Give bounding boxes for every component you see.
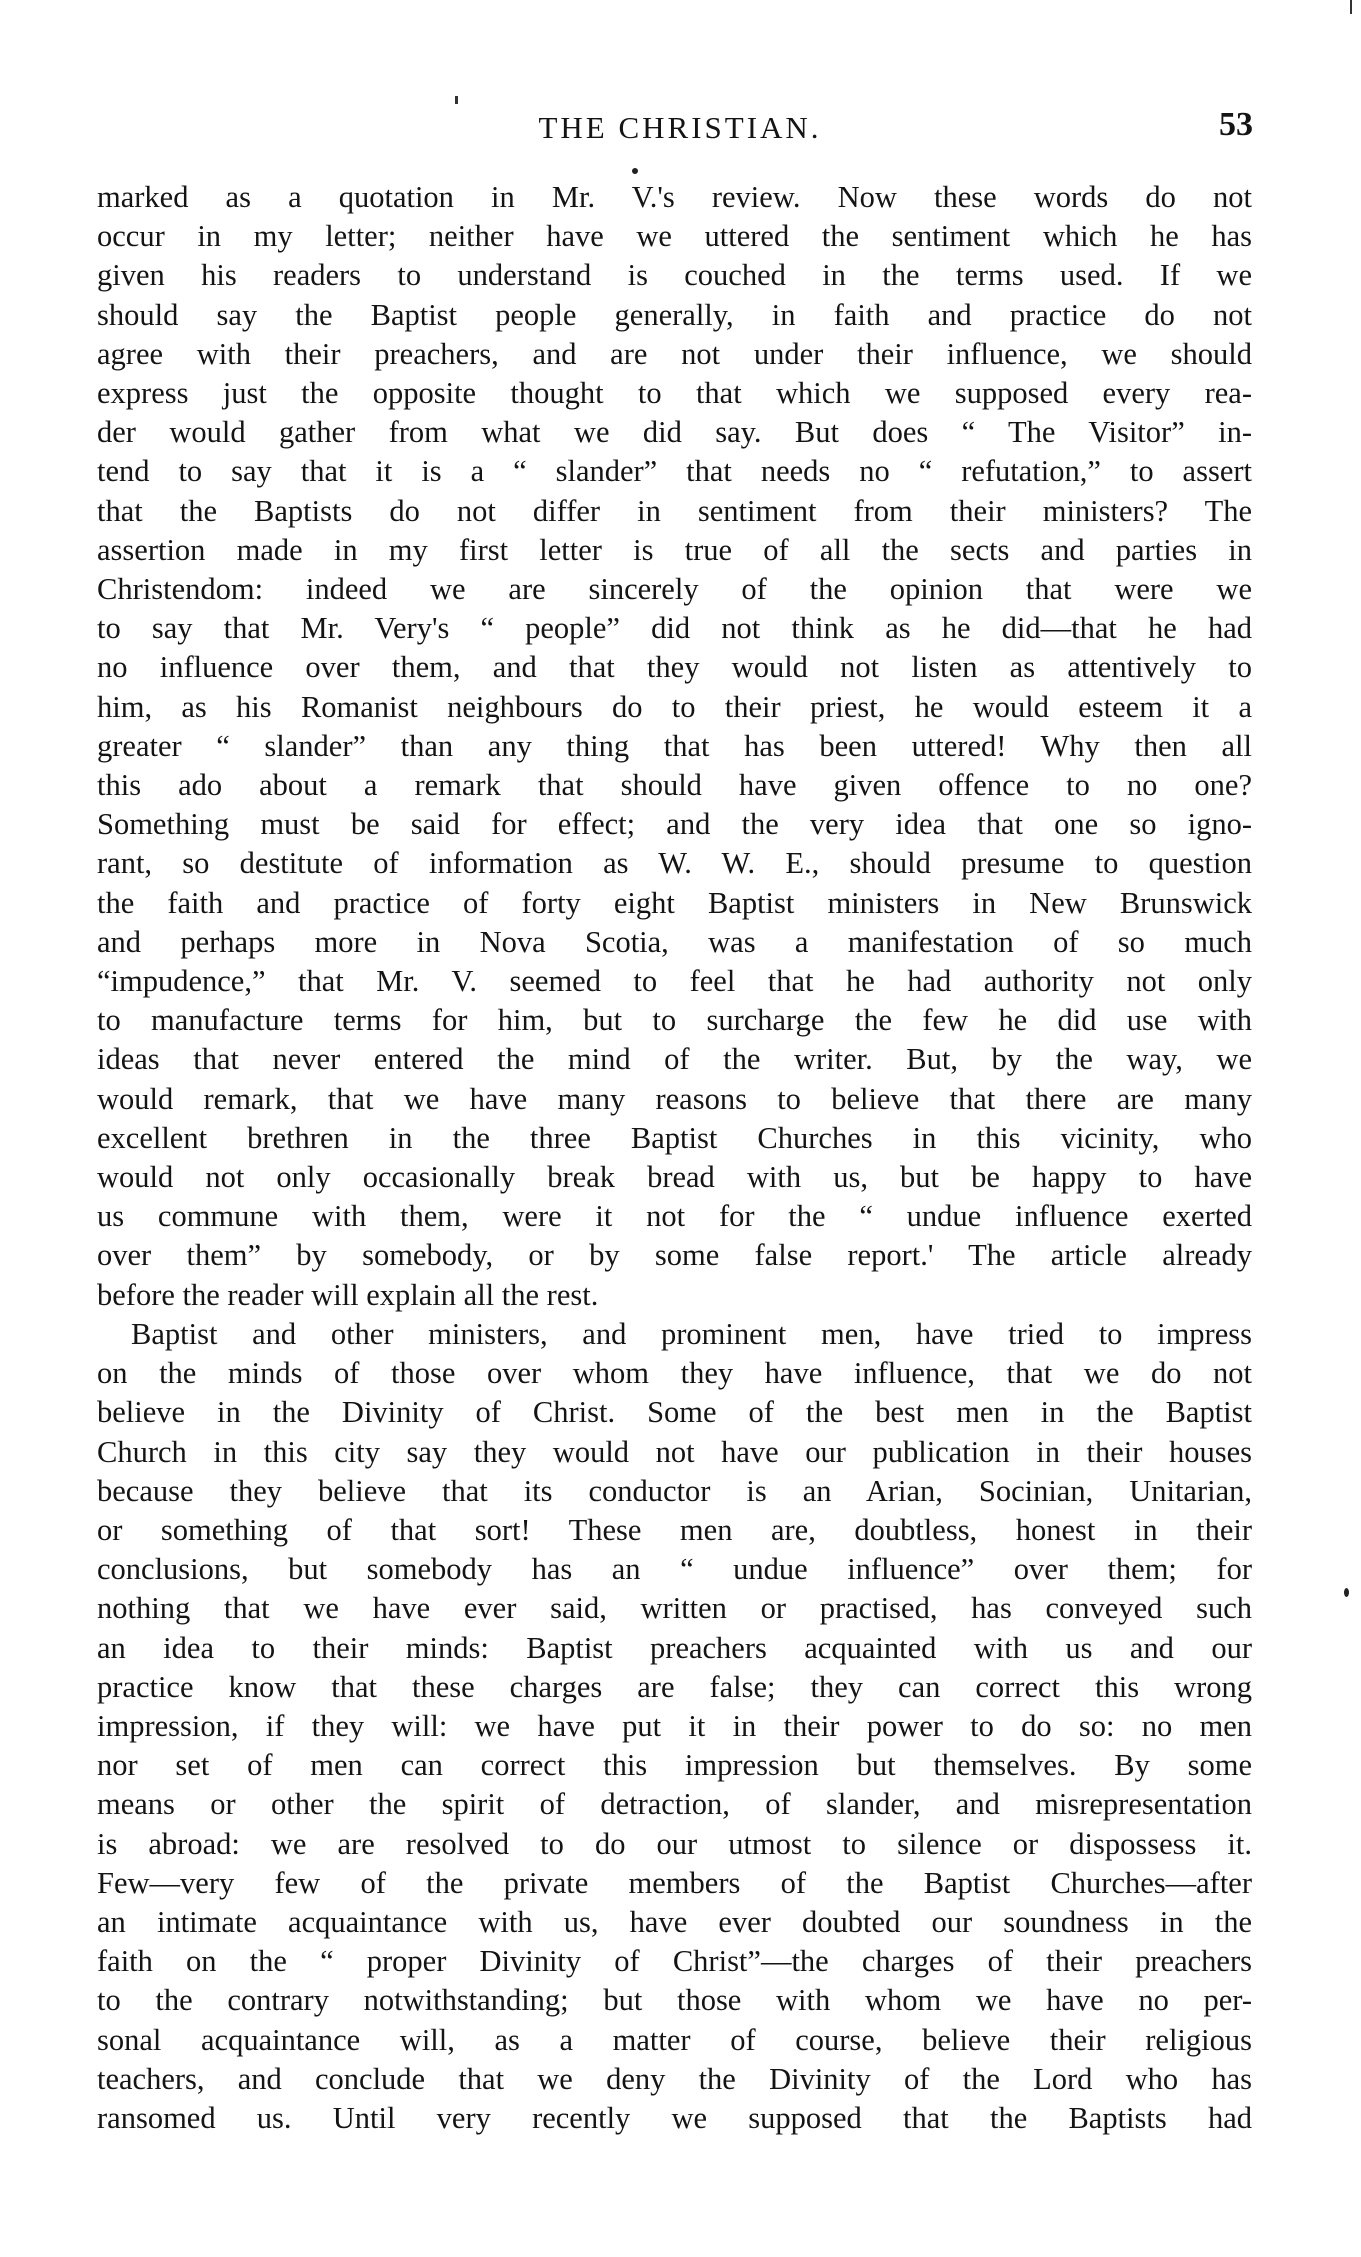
- text-line: to manufacture terms for him, but to surcharge the few he did use with: [97, 1003, 1252, 1038]
- text-line: is abroad: we are resolved to do our utmost to silence or dispossess it.: [97, 1826, 1252, 1861]
- scan-artifact: [1344, 1588, 1349, 1597]
- text-line: nothing that we have ever said, written or practised, has conveyed such: [97, 1591, 1252, 1626]
- text-line: Baptist and other ministers, and prominent men, have tried to impress: [131, 1316, 1252, 1351]
- text-line: us commune with them, were it not for the “ undue influence exerted: [97, 1199, 1252, 1234]
- text-line: given his readers to understand is couched in the terms used. If we: [97, 258, 1252, 293]
- text-line: der would gather from what we did say. But does “ The Visitor” in-: [97, 415, 1252, 450]
- text-line: agree with their preachers, and are not under their influence, we should: [97, 336, 1252, 371]
- text-line: Christendom: indeed we are sincerely of the opinion that were we: [97, 572, 1252, 607]
- page-header: [95, 106, 1265, 160]
- text-line: Church in this city say they would not have our publication in their houses: [97, 1434, 1252, 1469]
- text-line: rant, so destitute of information as W. W. E., should presume to question: [97, 846, 1252, 881]
- text-line: to the contrary notwithstanding; but those with whom we have no per-: [97, 1983, 1252, 2018]
- text-line: ransomed us. Until very recently we supposed that the Baptists had: [97, 2100, 1252, 2135]
- text-line: means or other the spirit of detraction, of slander, and misrepresentation: [97, 1787, 1252, 1822]
- text-line: Few—very few of the private members of the Baptist Churches—after: [97, 1865, 1252, 1900]
- text-line: sonal acquaintance will, as a matter of course, believe their religious: [97, 2022, 1252, 2057]
- scan-artifact: [632, 168, 638, 174]
- text-line: that the Baptists do not differ in sentiment from their ministers? The: [97, 493, 1252, 528]
- text-line: nor set of men can correct this impression but themselves. By some: [97, 1748, 1252, 1783]
- text-line: before the reader will explain all the rest.: [97, 1277, 599, 1312]
- text-line: believe in the Divinity of Christ. Some of the best men in the Baptist: [97, 1395, 1252, 1430]
- text-line: excellent brethren in the three Baptist Churches in this vicinity, who: [97, 1120, 1252, 1155]
- scan-artifact: [455, 96, 458, 104]
- text-line: over them” by somebody, or by some false report.' The article already: [97, 1238, 1252, 1273]
- text-line: ideas that never entered the mind of the writer. But, by the way, we: [97, 1042, 1252, 1077]
- text-line: this ado about a remark that should have given offence to no one?: [97, 768, 1252, 803]
- text-line: marked as a quotation in Mr. V.'s review. Now these words do not: [97, 180, 1252, 214]
- text-line: Something must be said for effect; and the very idea that one so igno-: [97, 807, 1252, 842]
- text-line: would not only occasionally break bread with us, but be happy to have: [97, 1160, 1252, 1195]
- text-line: the faith and practice of forty eight Baptist ministers in New Brunswick: [97, 885, 1252, 920]
- text-line: occur in my letter; neither have we uttered the sentiment which he has: [97, 219, 1252, 254]
- text-line: “impudence,” that Mr. V. seemed to feel that he had authority not only: [97, 964, 1252, 999]
- text-line: him, as his Romanist neighbours do to their priest, he would esteem it a: [97, 689, 1252, 724]
- text-line: impression, if they will: we have put it in their power to do so: no men: [97, 1708, 1252, 1743]
- body-text: [97, 178, 1252, 2138]
- text-line: to say that Mr. Very's “ people” did not think as he did—that he had: [97, 611, 1252, 646]
- text-line: because they believe that its conductor is an Arian, Socinian, Unitarian,: [97, 1473, 1252, 1508]
- running-title: THE CHRISTIAN.: [538, 110, 822, 145]
- scan-artifact: [1350, 0, 1352, 14]
- text-line: should say the Baptist people generally, in faith and practice do not: [97, 297, 1252, 332]
- page-number: 53: [1219, 106, 1253, 143]
- text-line: conclusions, but somebody has an “ undue influence” over them; for: [97, 1552, 1252, 1587]
- text-line: and perhaps more in Nova Scotia, was a manifestation of so much: [97, 924, 1252, 959]
- text-line: on the minds of those over whom they have influence, that we do not: [97, 1356, 1252, 1391]
- text-line: practice know that these charges are false; they can correct this wrong: [97, 1669, 1252, 1704]
- text-line: no influence over them, and that they would not listen as attentively to: [97, 650, 1252, 685]
- text-line: assertion made in my first letter is true of all the sects and parties in: [97, 532, 1252, 567]
- text-line: would remark, that we have many reasons to believe that there are many: [97, 1081, 1252, 1116]
- text-line: faith on the “ proper Divinity of Christ”—the charges of their preachers: [97, 1944, 1252, 1979]
- text-line: an idea to their minds: Baptist preachers acquainted with us and our: [97, 1630, 1252, 1665]
- text-line: teachers, and conclude that we deny the Divinity of the Lord who has: [97, 2061, 1252, 2096]
- text-line: tend to say that it is a “ slander” that needs no “ refutation,” to assert: [97, 454, 1252, 489]
- text-line: express just the opposite thought to that which we supposed every rea-: [97, 376, 1252, 411]
- text-line: greater “ slander” than any thing that has been uttered! Why then all: [97, 728, 1252, 763]
- text-line: an intimate acquaintance with us, have ever doubted our soundness in the: [97, 1904, 1252, 1939]
- text-line: or something of that sort! These men are, doubtless, honest in their: [97, 1512, 1252, 1547]
